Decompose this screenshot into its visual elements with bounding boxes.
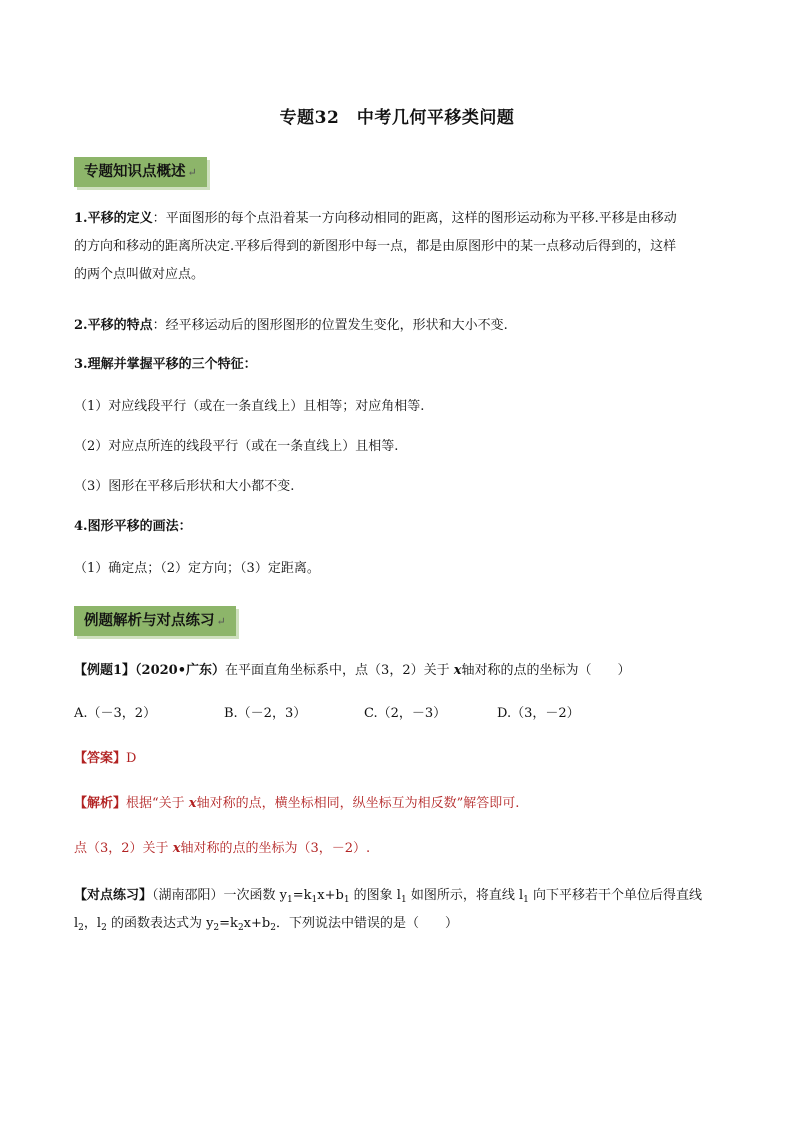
option-c: C.（2，－3） (364, 706, 447, 721)
definition-line-3: 的两个点叫做对应点。 (74, 267, 205, 282)
analysis-conclusion (74, 835, 726, 863)
example-1-options (74, 700, 726, 728)
page-title: 专题32 中考几何平移类问题 (279, 108, 515, 128)
practice-subscript: 2 (101, 923, 107, 933)
practice-text: ．下列说法中错误的是（ ） (275, 916, 458, 931)
drawing-method-heading: 4.图形平移的画法： (74, 519, 192, 534)
practice-text: 如图所示，将直线 l (406, 888, 524, 903)
practice-text: l (74, 916, 79, 931)
analysis-line2-pre: 点（3，2）关于 (74, 841, 173, 856)
definition-text: ：平面图形的每个点沿着某一方向移动相同的距离，这样的图形运动称为平移.平移是由移动 (152, 211, 677, 226)
practice-subscript: 2 (78, 923, 84, 933)
practice-subscript: 1 (287, 895, 293, 905)
practice-source: （湖南邵阳） (152, 888, 224, 903)
analysis-var: x (188, 796, 197, 811)
section-heading-label: 专题知识点概述 (84, 163, 186, 180)
practice-text: 一次函数 y (223, 888, 288, 903)
practice-text: x+b (243, 916, 271, 931)
section-heading-examples (74, 606, 236, 636)
practice-subscript: 2 (237, 923, 244, 933)
option-a: A.（－3，2） (74, 706, 157, 721)
feature-item-1: （1）对应线段平行（或在一条直线上）且相等；对应角相等. (74, 399, 425, 414)
practice-text: x+b (317, 888, 344, 903)
definition-paragraph (74, 205, 726, 289)
paragraph-mark-icon: ↵ (187, 166, 197, 179)
practice-subscript: 1 (343, 895, 350, 905)
answer-line (74, 745, 726, 773)
feature-item-3: （3）图形在平移后形状和大小都不变. (74, 479, 295, 494)
practice-subscript: 1 (400, 895, 407, 905)
practice-subscript: 1 (311, 895, 318, 905)
feature-heading: 2.平移的特点 (74, 318, 153, 333)
analysis-line2-var: x (172, 841, 181, 856)
answer-tag: 【答案】 (74, 751, 127, 766)
option-d: D.（3，－2） (497, 706, 580, 721)
practice-text: 的图象 l (349, 888, 401, 903)
analysis-post: 轴对称的点，横坐标相同，纵坐标互为相反数”解答即可. (196, 796, 520, 811)
practice-subscript: 2 (213, 923, 220, 933)
paragraph-mark-icon: ↵ (216, 615, 226, 628)
practice-text: 向下平移若干个单位后得直线 (528, 888, 703, 903)
section-heading-label: 例题解析与对点练习 (84, 612, 215, 629)
practice-text: =k (219, 916, 238, 931)
example-question-post: 轴对称的点的坐标为（ ） (461, 663, 631, 678)
example-tag: 【例题1】 (74, 663, 136, 678)
practice-question (74, 882, 726, 938)
practice-tag: 【对点练习】 (74, 888, 153, 903)
practice-text: =k (292, 888, 312, 903)
option-b: B.（－2，3） (224, 706, 307, 721)
example-1-question (74, 657, 726, 685)
feature-paragraph (74, 312, 726, 340)
analysis-tag: 【解析】 (74, 796, 127, 811)
practice-text: 的函数表达式为 y (106, 916, 214, 931)
example-question-var: x (453, 663, 462, 678)
answer-value: D (126, 751, 137, 766)
analysis-line (74, 790, 726, 818)
definition-heading: 1.平移的定义 (74, 211, 153, 226)
section-heading-overview (74, 157, 207, 187)
analysis-line2-post: 轴对称的点的坐标为（3，－2）. (180, 841, 371, 856)
practice-subscript: 1 (523, 895, 529, 905)
example-source: （2020•广东） (135, 663, 226, 678)
definition-line-2: 的方向和移动的距离所决定.平移后得到的新图形中每一点，都是由原图形中的某一点移动后得到的，这样 (74, 239, 677, 254)
feature-text: ：经平移运动后的图形图形的位置发生变化，形状和大小不变. (152, 318, 508, 333)
feature-item-2: （2）对应点所连的线段平行（或在一条直线上）且相等. (74, 439, 399, 454)
practice-text: ，l (83, 916, 102, 931)
drawing-method-steps: （1）确定点；（2）定方向；（3）定距离。 (74, 561, 320, 576)
practice-subscript: 2 (270, 923, 276, 933)
analysis-pre: 根据“关于 (126, 796, 189, 811)
three-features-heading: 3.理解并掌握平移的三个特征： (74, 357, 257, 372)
example-question-pre: 在平面直角坐标系中，点（3，2）关于 (225, 663, 454, 678)
